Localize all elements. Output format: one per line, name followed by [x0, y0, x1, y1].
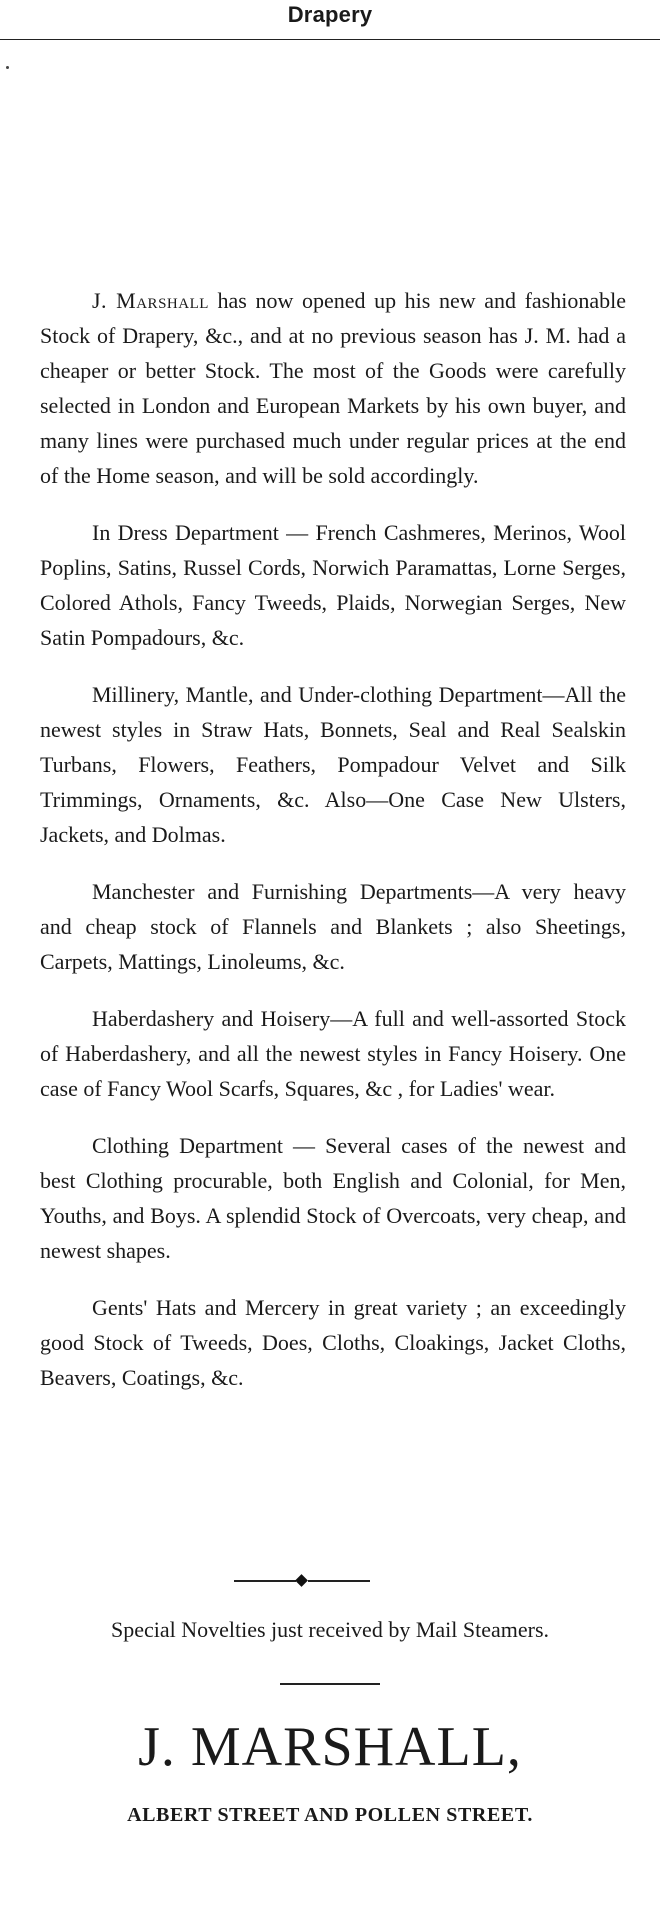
ornamental-divider — [234, 1574, 370, 1588]
paragraph-intro — [40, 283, 626, 493]
paragraph-intro-text: has now opened up his new and fashionable Stock of Drapery, &c., and at no previous season has J. M. had a cheaper or better Stock. The most of the Goods were carefully selected in London and European Markets by his own buyer, and many lines were purchased much under regular prices at the end of the Home season, and will be sold accordingly. — [40, 288, 626, 488]
merchant-name-heading: J. MARSHALL, — [138, 1716, 522, 1778]
paragraph-dress-department: In Dress Department — French Cashmeres, Merinos, Wool Poplins, Satins, Russel Cords, Norwich Paramattas, Lorne Serges, Colored Athols, Fancy Tweeds, Plaids, Norwegian Serges, New Satin Pompadours, &c. — [40, 520, 626, 650]
page-title: Drapery — [287, 2, 373, 27]
paragraph-millinery-department: Millinery, Mantle, and Under-clothing Department—All the newest styles in Straw Hats, Bonnets, Seal and Real Sealskin Turbans, Flowers, Feathers, Pompadour Velvet and Silk Trimmings, Ornaments, &c. Also—One Case New Ulsters, Jackets, and Dolmas. — [40, 682, 626, 847]
merchant-address: ALBERT STREET AND POLLEN STREET. — [127, 1804, 533, 1826]
paragraph-gents-hats: Gents' Hats and Mercery in great variety ; an exceedingly good Stock of Tweeds, Does, Cloths, Cloakings, Jacket Cloths, Beavers, Coatings, &c. — [40, 1295, 626, 1390]
divider-line-right — [308, 1580, 370, 1582]
page-header — [0, 0, 660, 40]
paragraph-manchester-department: Manchester and Furnishing Departments—A very heavy and cheap stock of Flannels and Blankets ; also Sheetings, Carpets, Mattings, Linoleums, &c. — [40, 879, 626, 974]
short-rule-divider — [280, 1683, 380, 1685]
merchant-lead-name: J. Marshall — [92, 288, 209, 313]
divider-line-left — [234, 1580, 296, 1582]
divider-diamond-icon — [295, 1574, 308, 1587]
paragraph-haberdashery: Haberdashery and Hoisery—A full and well-assorted Stock of Haberdashery, and all the newest styles in Fancy Hoisery. One case of Fancy Wool Scarfs, Squares, &c , for Ladies' wear. — [40, 1006, 626, 1101]
paragraph-clothing-department: Clothing Department — Several cases of the newest and best Clothing procurable, both English and Colonial, for Men, Youths, and Boys. A splendid Stock of Overcoats, very cheap, and newest shapes. — [40, 1133, 626, 1263]
print-speck — [6, 66, 9, 69]
advertisement-body — [40, 283, 626, 1395]
novelties-notice: Special Novelties just received by Mail Steamers. — [110, 1617, 550, 1642]
